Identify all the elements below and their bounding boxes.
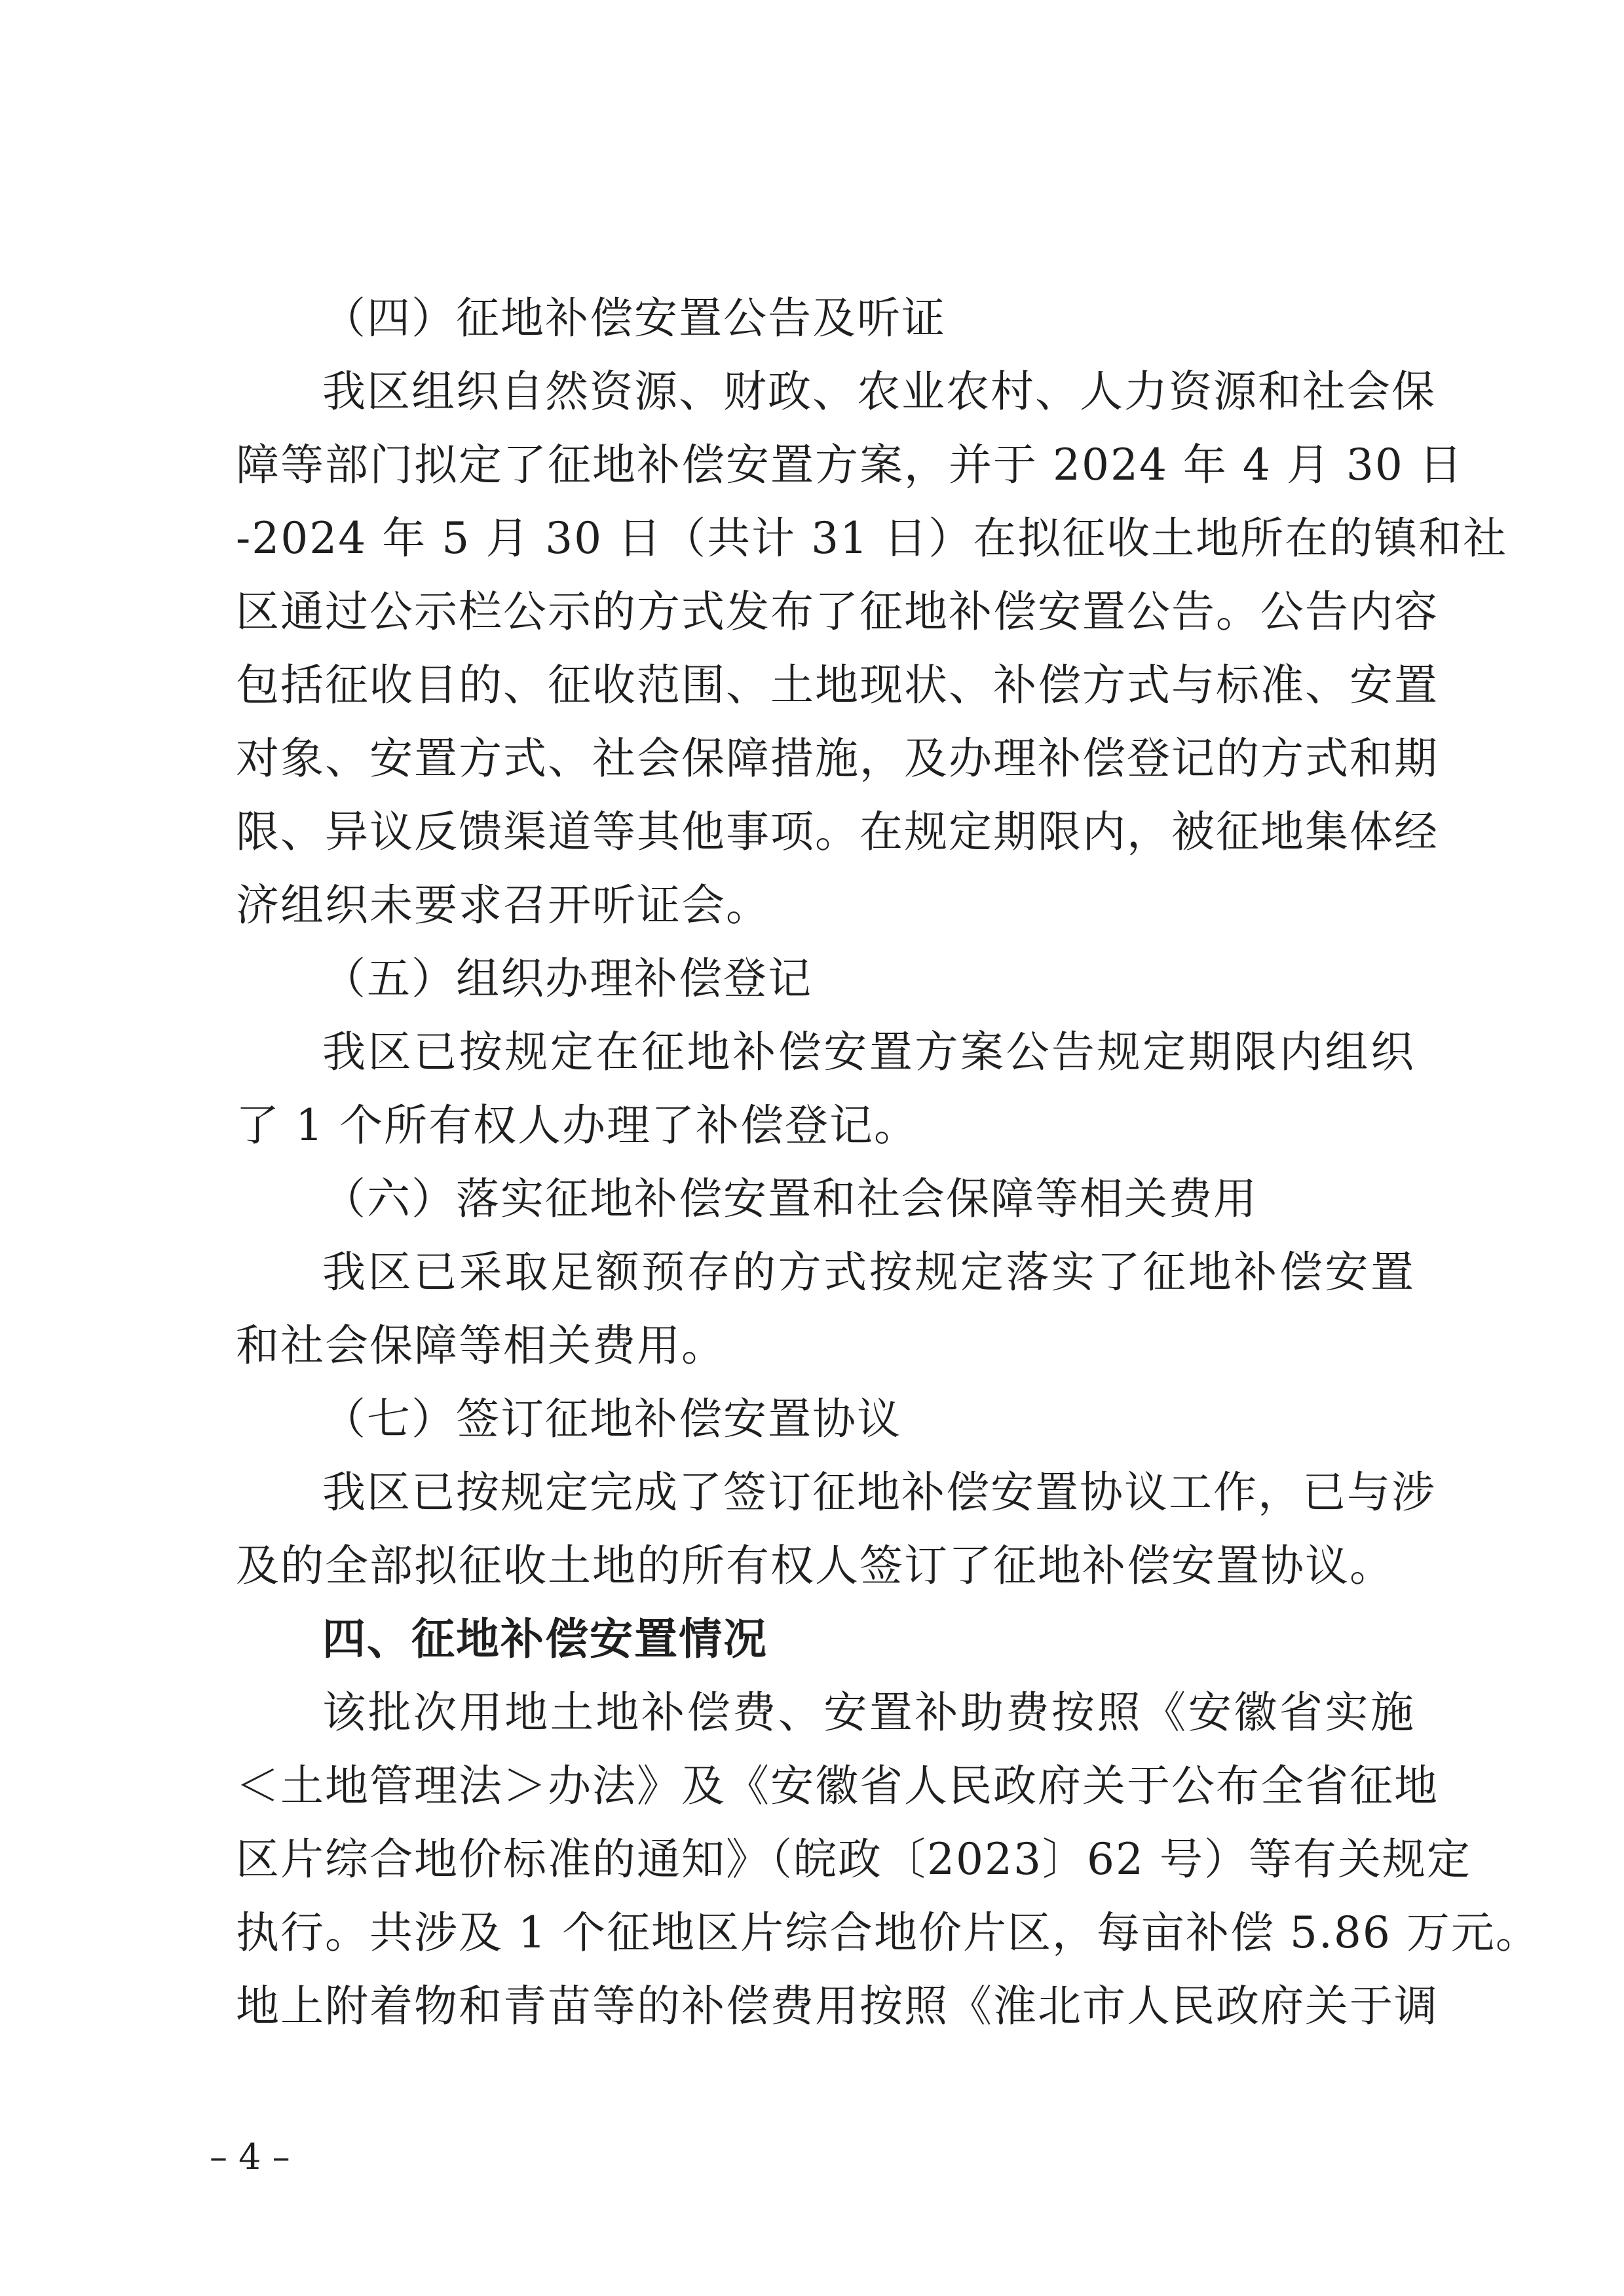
subheading-five: （五）组织办理补偿登记: [322, 953, 812, 1004]
paragraph-line: 对象、安置方式、社会保障措施，及办理补偿登记的方式和期: [236, 733, 1439, 784]
paragraph-line: 我区组织自然资源、财政、农业农村、人力资源和社会保: [322, 366, 1436, 417]
subheading-seven: （七）签订征地补偿安置协议: [322, 1394, 901, 1444]
paragraph-line: 及的全部拟征收土地的所有权人签订了征地补偿安置协议。: [236, 1540, 1394, 1591]
paragraph-line: 济组织未要求召开听证会。: [236, 880, 770, 930]
paragraph-line: 地上附着物和青苗等的补偿费用按照《淮北市人民政府关于调: [236, 1981, 1439, 2031]
paragraph-line: -2024 年 5 月 30 日（共计 31 日）在拟征收土地所在的镇和社: [236, 513, 1508, 564]
document-body: [236, 282, 1540, 2043]
paragraph-line: 限、异议反馈渠道等其他事项。在规定期限内，被征地集体经: [236, 807, 1439, 857]
paragraph-line: 区片综合地价标准的通知》（皖政〔2023〕62 号）等有关规定: [236, 1834, 1471, 1885]
paragraph-line: 我区已采取足额预存的方式按规定落实了征地补偿安置: [322, 1247, 1415, 1297]
paragraph-line: 我区已按规定在征地补偿安置方案公告规定期限内组织: [322, 1027, 1415, 1077]
paragraph-line: 我区已按规定完成了签订征地补偿安置协议工作，已与涉: [322, 1467, 1436, 1518]
page-number: – 4 –: [210, 2136, 290, 2177]
subheading-four: （四）征地补偿安置公告及听证: [322, 293, 946, 343]
paragraph-line: ＜土地管理法＞办法》及《安徽省人民政府关于公布全省征地: [236, 1761, 1439, 1811]
paragraph-line: 执行。共涉及 1 个征地区片综合地价片区，每亩补偿 5.86 万元。: [236, 1907, 1540, 1958]
section-heading-four: 四、征地补偿安置情况: [322, 1614, 768, 1664]
subheading-six: （六）落实征地补偿安置和社会保障等相关费用: [322, 1174, 1258, 1224]
paragraph-line: 了 1 个所有权人办理了补偿登记。: [236, 1100, 918, 1151]
paragraph-line: 该批次用地土地补偿费、安置补助费按照《安徽省实施: [322, 1687, 1415, 1738]
paragraph-line: 和社会保障等相关费用。: [236, 1320, 726, 1371]
paragraph-line: 包括征收目的、征收范围、土地现状、补偿方式与标准、安置: [236, 660, 1439, 710]
paragraph-line: 障等部门拟定了征地补偿安置方案，并于 2024 年 4 月 30 日: [236, 440, 1463, 490]
paragraph-line: 区通过公示栏公示的方式发布了征地补偿安置公告。公告内容: [236, 586, 1439, 637]
